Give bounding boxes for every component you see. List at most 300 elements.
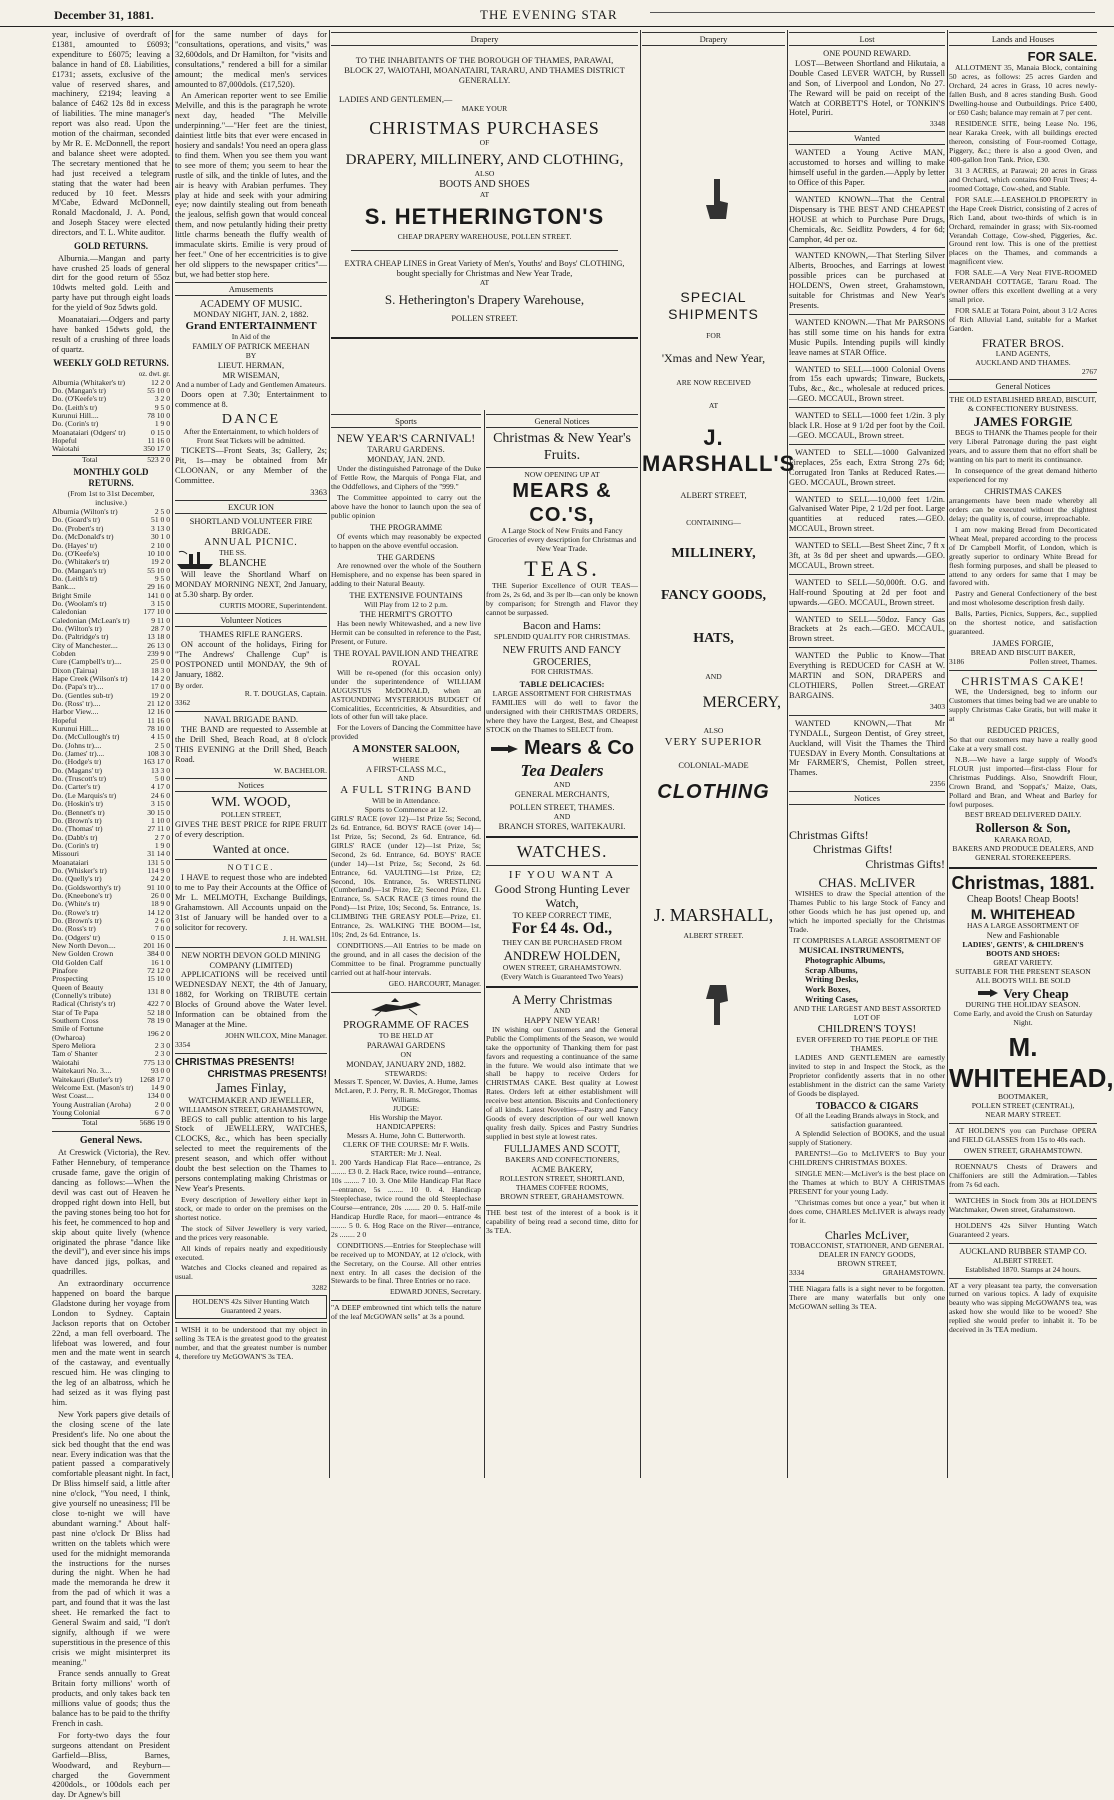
ad-text: Are renowned over the whole of the Southern Hemisphere, and no expense has been spared in adding to their Natural Beauty.	[331, 561, 481, 589]
claim-yield: 14 9 0	[151, 1082, 170, 1092]
claim-yield: 3 15 0	[151, 799, 170, 809]
wanted-ad: WANTED to SELL—Best Sheet Zinc, 7 ft x 3ft, at 3s 8d per sheet and upwards.—GEO. MCCAUL, Brown street.	[789, 541, 945, 570]
ad-text: Of all the Leading Brands always in Stock, and satisfaction guaranteed.	[795, 1111, 939, 1130]
ad-text: FOR CHRISTMAS.	[530, 667, 594, 677]
claim-name: Do. (Brown's tr)	[52, 815, 102, 825]
gold-returns-text: Alburnia.—Mangan and party have crushed 25 loads of general dirt for the good return of 55oz 10dwts melted gold. Leith and party have put through eight loads for the yield of 9oz 5dwts gold.	[52, 253, 170, 313]
ad-headline: DRAPERY, MILLINERY, AND CLOTHING,	[345, 152, 624, 169]
claim-name: Queen of Beauty (Connelly's tribute)	[52, 982, 111, 1001]
total-value: 523 2 0	[147, 454, 170, 464]
ad-text: Under the distinguished Patronage of the Duke of Fettle Row, the Marquis of Ponga Flat, and the Oddfellows, and Ciphers of the "999."	[331, 463, 481, 491]
claim-name: Alburnia (Wilton's tr)	[52, 507, 118, 517]
ad-headline: NEW YEAR'S CARNIVAL!	[336, 431, 476, 446]
ad-headline: CHRISTMAS PRESENTS!	[175, 1056, 295, 1068]
ad-headline: A Merry Christmas	[511, 991, 613, 1007]
ad-number: 3282	[311, 1283, 327, 1293]
lands-heading: Lands and Houses	[949, 32, 1097, 46]
claim-name: Do. (Leith's tr)	[52, 573, 98, 583]
claim-name: Cure (Campbell's tr)....	[52, 657, 122, 667]
ad-headline: FRATER BROS.	[981, 335, 1065, 350]
claim-name: Waiotahi	[52, 444, 80, 454]
ad-text: BEGS to THANK the Thames people for their very Liberal Patronage during the past eight years, and to assure them that no effort shall be wanting on his part to merit its continuance.	[949, 428, 1097, 465]
ad-signature: JAMES FORGIE,	[992, 639, 1054, 649]
ad-headline: FOR SALE.	[1027, 49, 1097, 65]
ad-text: BROWN STREET,	[837, 1258, 897, 1268]
claim-yield: 1 10 0	[151, 815, 170, 825]
ad-text: Pollen street, Thames.	[1029, 657, 1097, 667]
ad-headline: CHAS. McLIVER	[818, 874, 916, 890]
claim-yield: 10 10 0	[147, 548, 170, 558]
ad-text: TO KEEP CORRECT TIME,	[512, 910, 612, 920]
ad-text: BOOTMAKER,	[998, 1092, 1048, 1102]
claim-name: Do. (Leith's tr)	[52, 402, 98, 412]
column-2	[175, 30, 327, 1480]
column-rule	[172, 30, 173, 1478]
ad-text: A Splendid Selection of BOOKS, and the usual supply of Stationery.	[789, 1129, 945, 1148]
claim-yield: 3 2 0	[154, 394, 170, 404]
claim-name: Do. (Whitaker's tr)	[52, 557, 110, 567]
news-item: For forty-two days the four surgeons attendant on President Garfield—Bliss, Barnes, Woodward, and Reyburn—charged the Government 4200dols., or 100dols each per day. Dr Agnew's bill	[52, 1730, 170, 1800]
ad-text: Watches and Clocks cleaned and repaired as usual.	[175, 1263, 327, 1282]
ad-headline: TEAS.	[524, 556, 600, 582]
claim-name: Do. (Gentles sub-tr)	[52, 690, 113, 700]
claim-name: Young Australian (Aroha)	[52, 1099, 131, 1109]
ad-subhead: THE HERMIT'S GROTTO	[359, 610, 453, 620]
ad-text: Come Early, and avoid the Crush on Saturday Night.	[953, 1009, 1093, 1028]
claim-yield: 5 0 0	[154, 774, 170, 784]
ad-headline: CHRISTMAS CAKE!	[961, 673, 1085, 688]
claim-name: Hopeful	[52, 715, 77, 725]
ad-number: 3363	[310, 487, 327, 497]
claim-yield: 4 17 0	[151, 782, 170, 792]
total-value: 5686 19 0	[139, 1118, 170, 1128]
land-listing: 31 3 ACRES, at Parawai; 20 acres in Grass and Orchard, which contains 600 Fruit Trees; 4-roomed Cottage, Cow-shed, and Stable.	[949, 165, 1097, 193]
weekly-total-row	[52, 455, 170, 464]
ad-text: And a number of Lady and Gentlemen Amateurs.	[175, 379, 327, 389]
gold-return-row	[52, 984, 170, 1001]
hetherington-name: S. HETHERINGTON'S	[364, 203, 605, 229]
ad-text: "Christmas comes but once a year," but when it does come, CHARLES McLIVER is always ready for it.	[789, 1198, 945, 1225]
whitehead-name: M. WHITEHEAD,	[949, 1031, 1114, 1093]
claim-name: Do. (James' tr)....	[52, 749, 105, 759]
ad-text: THE SS.	[219, 547, 247, 557]
claim-name: Smile of Fortune (Owharoa)	[52, 1024, 104, 1042]
ad-text: GENERAL MERCHANTS,	[514, 789, 610, 799]
masthead	[0, 0, 1114, 27]
ad-text: So that our customers may have a really good Cake at a very small cost.	[949, 734, 1097, 753]
claim-name: Missouri	[52, 849, 80, 859]
ad-headline: A MONSTER SALOON,	[352, 744, 460, 756]
ad-text: In consequence of the great demand hitherto experienced for my	[949, 466, 1097, 485]
claim-name: Pinafore	[52, 966, 78, 976]
ad-text: MAKE YOUR	[461, 103, 508, 113]
ad-text: CLERK OF THE COURSE: Mr F. Wells.	[342, 1140, 470, 1150]
claim-yield: 9 5 0	[154, 573, 170, 583]
ad-text: PARENTS!—Go to McLIVER'S to Buy your CHILDREN'S CHRISTMAS BOXES.	[789, 1149, 945, 1168]
units-label: oz. dwt. gr.	[138, 370, 170, 379]
wanted-ad: WANTED KNOWN—That the Central Dispensary is THE BEST AND CHEAPEST HOUSE at which to Purchase Pure Drugs, Chemicals, &c. Seidlitz Powders, 4 for 6d; Camphor, 4d per oz.	[789, 194, 945, 244]
ad-text: (Every Watch is Guaranteed Two Years)	[501, 971, 623, 981]
claim-yield: 422 7 0	[147, 999, 170, 1009]
claim-yield: 3 15 0	[151, 598, 170, 608]
ad-text: AND	[553, 812, 571, 822]
ad-text: LADIES', GENTS', & CHILDREN'S BOOTS AND SHOES:	[962, 940, 1084, 958]
land-listing: FOR SALE.—A Very Neat FIVE-ROOMED VERANDAH COTTAGE, Tararu Road. The owner offers this excellent dwelling at a very small price.	[949, 268, 1097, 305]
ad-text: POLLEN STREET, THAMES.	[509, 803, 615, 813]
ad-item: Writing Desks,	[805, 975, 859, 985]
ad-headline: WATCHES.	[516, 842, 608, 862]
claim-name: Kurunui Hill....	[52, 724, 99, 734]
ad-headline: Charles McLiver,	[824, 1227, 910, 1242]
claim-name: Bright Smile	[52, 590, 92, 600]
ad-headline: Bacon and Hams:	[522, 619, 602, 632]
claim-name: Do. (Truscott's tr)	[52, 774, 107, 784]
claim-yield: 775 13 0	[143, 1057, 170, 1067]
claim-yield: 2 7 0	[154, 832, 170, 842]
ad-headline: Cheap Boots! Cheap Boots!	[967, 893, 1079, 905]
gold-return-row	[52, 1025, 170, 1042]
claim-yield: 163 17 0	[143, 757, 170, 767]
claim-name: Radical (Christy's tr)	[52, 999, 116, 1009]
claim-name: New North Devon....	[52, 941, 116, 950]
ad-text: EXTRA CHEAP LINES in Great Variety of Men's, Youths' and Boys' CLOTHING, bought specially for Christmas and New Year Trade,	[344, 259, 625, 279]
wanted-ad: WANTED KNOWN.—That Mr PARSONS has still some time on his hands for extra Music Pupils. Intending pupils will kindly leave names at STAR Office.	[789, 317, 945, 357]
ship-row	[175, 548, 327, 570]
ad-text: By order.	[175, 680, 204, 690]
claim-yield: 11 16 0	[147, 435, 170, 445]
weekly-returns-heading: WEEKLY GOLD RETURNS.	[53, 357, 169, 368]
claim-name: Cobden	[52, 648, 76, 658]
ad-headline: VERY SUPERIOR	[664, 736, 763, 749]
ad-text: MR WISEMAN,	[222, 371, 280, 381]
claim-name: Kurunui Hill....	[52, 410, 99, 420]
ad-text: PARAWAI GARDENS	[366, 1040, 446, 1050]
ad-text: For the Lovers of Dancing the Committee have provided	[331, 723, 481, 742]
newspaper-title: THE EVENING STAR	[480, 7, 618, 22]
ad-text: APPLICATIONS will be received until WEDNESDAY NEXT, the 4th of January, 1882, for Working on TRIBUTE certain Blocks of Ground above the Water level. Information can be obtained from the Manager at the Mine.	[175, 970, 327, 1029]
land-listing: FOR SALE.—LEASEHOLD PROPERTY in the Hape Creek District, consisting of 2 acres of Rich Land, about two-thirds of which is in Orchard, remainder in grass; with Six-roomed Verandah Cottage, Cow-shed, Piggeries, &c. Ground rent low. This is one of the prettiest places on the Thames, and commands a magnificent view.	[949, 194, 1097, 267]
ad-text: COLONIAL-MADE	[678, 761, 749, 771]
claim-yield: 108 3 0	[147, 749, 170, 759]
ad-text: AND	[397, 774, 415, 783]
claim-yield: 25 0 0	[151, 657, 170, 667]
claim-name: Do. (Hodge's tr)	[52, 757, 102, 767]
claim-yield: 13 18 0	[147, 632, 170, 642]
ad-text: AT	[708, 401, 719, 411]
ad-subhead: THE PROGRAMME	[369, 522, 443, 532]
claim-name: Moanataiari (Odgers' tr)	[52, 427, 126, 437]
claim-yield: 26 13 0	[147, 640, 170, 650]
ad-number: 3186	[949, 657, 965, 667]
claim-yield: 91 10 0	[147, 882, 170, 892]
wanted-ad: WANTED KNOWN,—That Mr TYNDALL, Surgeon Dentist, of Grey street, Auckland, will Visit the Thames the Third TUESDAY in Every Month. Consultations at Mr FARMER'S, Chemist, Pollen street, Thames.	[789, 718, 945, 778]
claim-name: Moanataiari	[52, 857, 89, 867]
claim-yield: 196 2 0	[147, 1028, 170, 1038]
ad-number: 3354	[175, 1039, 191, 1049]
claim-name: Do. (Thomas' tr)	[52, 824, 103, 834]
claim-name: Do. (White's tr)	[52, 899, 100, 909]
claim-yield: 9 5 0	[154, 402, 170, 412]
ad-headline: M. WHITEHEAD	[970, 905, 1076, 922]
claim-name: Hopeful	[52, 435, 77, 445]
ad-text: LARGE ASSORTMENT FOR CHRISTMAS	[492, 689, 632, 699]
ad-text: DURING THE HOLIDAY SEASON.	[965, 1000, 1081, 1010]
ad-text: LADIES AND GENTLEMEN,—	[339, 95, 453, 105]
ad-item: Writing Cases,	[805, 995, 858, 1005]
claim-yield: 141 0 0	[147, 590, 170, 600]
claim-name: Do. (Mangan's tr)	[52, 385, 106, 395]
ad-text: ALSO	[474, 168, 495, 178]
land-listing: FOR SALE at Totara Point, about 3 1/2 Acres of Rich Alluvial Land, suitable for a Market Garden.	[949, 306, 1097, 334]
ad-text: TO BE HELD AT	[378, 1030, 434, 1040]
ad-text: AT HOLDEN'S you can Purchase OPERA and FIELD GLASSES from 15s to 40s each.	[949, 1126, 1097, 1145]
tea-paragraph: THE best test of the interest of a book is it capability of being read a second time, ditto for 3s TEA.	[486, 1207, 638, 1235]
ad-headline: DANCE	[221, 411, 281, 427]
land-listing: RESIDENCE SITE, being Lease No. 196, near Karaka Creek, with all buildings erected thereon, consisting of Four-roomed Cottage, Piggery, &c.; there is also a good Oven, and 400-gallon Iron Tank. Price, £30.	[949, 119, 1097, 164]
claim-name: Do. (Corin's tr)	[52, 419, 99, 429]
mears-co-logo: Mears & Co	[523, 736, 635, 759]
claim-name: Do. (Probert's tr)	[52, 523, 104, 533]
ad-subhead: STEWARDS:	[384, 1068, 428, 1078]
claim-name: Do. (Rowe's tr)	[52, 907, 99, 917]
ad-headline: NEW FRUITS AND FANCY GROCERIES,	[502, 644, 622, 668]
ad-text: Pastry and General Confectionery of the best and most wholesome description fresh daily.	[949, 589, 1097, 608]
claim-name: Do. (Mangan's tr)	[52, 565, 106, 575]
monthly-returns-table	[52, 508, 170, 1117]
ad-text: HAPPY NEW YEAR!	[524, 1015, 600, 1025]
ad-text: Established 1870. Stamps at 24 hours.	[965, 1264, 1081, 1274]
ad-text: I HAVE to request those who are indebted to me to Pay their Accounts at the Office of Mr L. MELMOTH, Exchange Buildings, Grahamstown. All Accounts unpaid on the 31st of January will be handed over to a solicitor for recovery.	[175, 873, 327, 932]
wanted-ad: WANTED to SELL—1000 Galvanized Fireplaces, 25s each, Extra Strong 27s 6d; Corrugated Iron Tanks at Reduced Rates.—GEO. MCCAUL, Brown street.	[789, 447, 945, 487]
notices-heading: Notices	[789, 791, 945, 805]
ad-text: FAMILY OF PATRICK MEEHAN	[192, 342, 310, 352]
claim-name: Do. (Bennett's tr)	[52, 807, 105, 817]
drapery-heading: Drapery	[642, 32, 785, 46]
general-notices-column	[486, 412, 638, 1480]
ad-text: In Aid of the	[231, 332, 271, 342]
claim-name: Do. (Carter's tr)	[52, 782, 100, 792]
claim-yield: 29 16 0	[147, 582, 170, 592]
ad-text: FAMILIES will do well to favor the undersigned with their CHRISTMAS ORDERS, where they have the Largest, Best, and Cheapest STOCK on the Thames to SELECT from.	[486, 698, 638, 734]
claim-yield: 134 0 0	[147, 1091, 170, 1101]
gold-returns-text: Moanataiari.—Odgers and party have banked 15dwts gold, the result of a crushing of three loads of quartz.	[52, 315, 170, 354]
ad-text: POLLEN STREET,	[220, 810, 282, 820]
very-cheap-row	[949, 986, 1097, 1001]
ad-text: WATCHMAKER AND JEWELLER,	[188, 1095, 314, 1105]
ad-headline: FANCY GOODS,	[661, 588, 766, 604]
wanted-ad: WANTED to SELL—1000 feet 1/2in. 3 ply black I.R. Hose at 9 1/2d per foot by the Coil.—GEO. MCCAUL, Brown street.	[789, 411, 945, 440]
ad-text: Messrs A. Hume, John C. Butterworth.	[346, 1131, 466, 1141]
ad-headline: IF YOU WANT A	[508, 869, 616, 882]
ad-subhead: THE EXTENSIVE FOUNTAINS	[349, 591, 463, 601]
ad-headline: ONE POUND REWARD.	[823, 49, 911, 59]
claim-name: Do. (Paltridge's tr)	[52, 632, 109, 642]
claim-name: Do. (Kneebone's tr)	[52, 890, 112, 900]
column-1	[52, 30, 170, 1800]
gold-return-row	[52, 445, 170, 453]
claim-yield: 114 9 0	[147, 865, 170, 875]
wanted-ad: WANTED to SELL—10,000 feet 1/2in. Galvanised Water Pipe, 2 1/2d per foot. Large quantities at reduced rates.—GEO. MCCAUL, Brown street.	[789, 494, 945, 534]
claim-yield: 30 1 0	[151, 532, 170, 542]
ad-text: Will be re-opened (for this occasion only) under the superintendence of WILLIAM AUGUSTUS McDONALD, when an ASTOUNDING MYSTERIOUS BUDGET Of Comicalities, Eccentricities, & Absurdities, and lots of other fun will take place.	[331, 667, 481, 722]
ad-subhead: THE ROYAL PAVILION AND THEATRE ROYAL	[333, 648, 479, 668]
ad-headline: 'Xmas and New Year,	[661, 351, 766, 365]
ad-headline: CLOTHING	[657, 781, 770, 804]
claim-name: Caledonian	[52, 607, 87, 617]
ad-text: N.B.—We have a large supply of Wood's FLOUR just imported—first-class Flour for Christmas Puddings. Also, Snowdrift Flour, Crown Brand, and 'Soppat's,' Maize, Oats, Pollard and Bran, and Wheat and Barley for fowl purposes.	[949, 754, 1097, 809]
ad-headline: Christmas & New Year's Fruits.	[493, 431, 631, 463]
ad-text: POLLEN STREET (CENTRAL),	[971, 1101, 1075, 1111]
ad-headline: MILLINERY,	[671, 545, 756, 561]
claim-name: Alburnia (Whitaker's tr)	[52, 377, 126, 387]
claim-name: Do. (Corin's tr)	[52, 840, 99, 850]
total-label: Total	[82, 1118, 98, 1128]
claim-yield: 2 3 0	[154, 1049, 170, 1059]
claim-name: Do. (Goldsworthy's tr)	[52, 882, 121, 892]
claim-yield: 55 10 0	[147, 565, 170, 575]
claim-yield: 239 9 0	[147, 648, 170, 658]
ad-text: BEST BREAD DELIVERED DAILY.	[964, 810, 1082, 820]
hetherington-ad	[331, 30, 638, 408]
general-notices-heading: General Notices	[949, 379, 1097, 393]
ad-text: NEAR MARY STREET.	[985, 1110, 1061, 1120]
ad-text: THE Superior Excellence of OUR TEAS—from 2s, 2s 6d, and 3s per lb—can only be known by comparison; for Strength and Flavor they cannot be surpassed.	[486, 581, 638, 617]
claim-name: Waiotahi	[52, 1057, 80, 1067]
ad-text: TICKETS—Front Seats, 3s; Gallery, 2s; Pit, 1s—may be obtained from Mr CLOONAN, or any Member of the Committee.	[175, 446, 327, 485]
claim-yield: 14 2 0	[151, 674, 170, 683]
ad-text: Will Play from 12 to 2 p.m.	[364, 600, 448, 610]
masthead-rule	[650, 12, 1095, 13]
ad-text: Balls, Parties, Picnics, Suppers, &c., supplied on the shortest notice, and satisfaction guaranteed.	[949, 609, 1097, 637]
ad-text: NOW OPENING UP AT	[524, 470, 600, 480]
ad-text: BY	[245, 351, 257, 361]
ad-text: MONDAY, JAN. 2ND.	[367, 455, 445, 465]
claim-yield: 350 17 0	[143, 444, 170, 454]
claim-yield: 12 16 0	[147, 707, 170, 717]
ad-subhead: JUDGE:	[392, 1104, 420, 1114]
claim-yield: 14 12 0	[147, 907, 170, 917]
article-text: An American reporter went to see Emilie Melville, and this is the paragraph he wrote next day, headed "The Melville underpinning."—"Her feet are the tiniest, daintiest little bits that ever were encased in hosiery and sandals! You need an opera glass to find them. When you see them you want to see more of them; you seem to hear the rustle of silk, and the tinkle of lutes, and the air is heavy with Arabian perfumes. They play at hide and seek with your admiring eye; now daintily stealing out from beneath the jealous, selfish gown that would conceal them, and now petulantly hiding their pretty little charms beneath the fluffy wealth of immaculate skirts. Emilie is very proud of her feet." One of her eccentricities is to give her old slippers to the newspaper critics"—but, we had better stop here.	[175, 91, 327, 279]
claim-name: West Coast....	[52, 1091, 94, 1101]
claim-name: Do. (O'Keefe's tr)	[52, 394, 106, 404]
mine-report-text: year, inclusive of overdraft of £1381, amounted to £6093; expenditure to £6075; leaving a balance in hand of £8. Liabilities, £1731; assets, exclusive of the value of reserved shares, and machinery, £2194; leaving a balance of £462 12s 8d in excess of liabilities. The mine manager's report was also read. Upon the motion of the chairman, seconded by Mr R. E. McDonnell, the report and balance sheet were adopted. The secretary mentioned that he had just received a telegram stating that the water had been reduced by 10 feet. Messrs M'Cabe, Edward McDonnell, Ronald Macdonald, J. A. Pond, and Joseph Stacey were elected directors, and T. L. White auditor.	[52, 30, 170, 238]
ad-text: BAKERS AND PRODUCE DEALERS, AND GENERAL STOREKEEPERS.	[952, 843, 1094, 862]
ad-text: LOST—Between Shortland and Hikutaia, a Double Cased LEVER WATCH, by Russell and Son, of Liverpool and London, No 27. The Reward will be paid on receipt of the Watch at CORBETT'S Hotel, or TONKIN'S Hotel, Puriri.	[789, 58, 945, 118]
marshall-name: J. MARSHALL'S	[642, 425, 796, 477]
claim-yield: 1 9 0	[154, 840, 170, 850]
ad-headline: ANNUAL PICNIC.	[204, 536, 298, 548]
claim-yield: 19 2 0	[151, 690, 170, 700]
pointing-hand-icon	[704, 981, 730, 1025]
ad-text: GRAHAMSTOWN.	[882, 1267, 945, 1277]
news-item: At Creswick (Victoria), the Rev. Father Hennebury, of temperance crusade fame, gave the origin of dancing as follows:—When the devil was cast out of Heaven he dropped right down into Hell, but the paving stones being too hot for his feet, he commenced to hop and skip about quite lively (whence originated the phrase "dance like the devil"), and ever since his imps have danced jigs, polkas, and quadrilles.	[52, 1148, 170, 1277]
claim-yield: 30 15 0	[147, 807, 170, 817]
ad-title: NAVAL BRIGADE BAND.	[203, 715, 299, 725]
ad-text: Messrs T. Spencer, W. Davies, A. Hume, James McLaren, P. J. Perry, R. R. McGregor, Thomas Williams.	[334, 1077, 478, 1105]
ad-subhead: REDUCED PRICES,	[986, 725, 1060, 735]
ad-headline: TABLE DELICACIES:	[519, 680, 605, 690]
wanted-ad: WANTED to SELL—1000 Colonial Ovens from 15s each upwards; Tinware, Buckets, Tubs, &c., &c., wholesale at reduced prices.—GEO. MCCAUL, Brown street.	[789, 364, 945, 404]
claim-yield: 18 9 0	[151, 899, 170, 909]
ad-text: KARAKA ROAD,	[994, 834, 1052, 844]
claim-yield: 177 10 0	[143, 607, 170, 617]
ad-text: LADIES AND GENTLEMEN are earnestly invited to step in and Inspect the Stock, as the Proprietor confidently asserts that in no other establishment in the district can the same Variety of Goods be displayed.	[789, 1052, 945, 1098]
claim-yield: 21 12 0	[147, 699, 170, 709]
claim-yield: 93 0 0	[151, 1066, 170, 1076]
ad-text: ALSO	[703, 726, 724, 736]
ad-text: OWEN STREET, GRAHAMSTOWN.	[502, 962, 622, 972]
claim-name: Do. (McDonald's tr)	[52, 532, 114, 542]
ad-text: THEY CAN BE PURCHASED FROM	[502, 938, 622, 948]
ad-subhead: HANDICAPPERS:	[376, 1122, 436, 1132]
ad-text: I am now making Bread from Decorticated Wheat Meal, prepared according to the process of Dr Campbell Morfit, of London, which is greatly superior to ordinary White Bread for flesh forming purposes, and shall be pleased to attend to any orders for same that I may be favored with.	[949, 524, 1097, 588]
ad-item: Work Boxes,	[805, 985, 851, 995]
claim-name: Do. (Whisker's tr)	[52, 865, 107, 875]
claim-yield: 2 0 0	[154, 1099, 170, 1109]
ad-headline: FULLJAMES AND SCOTT,	[503, 1144, 621, 1156]
ad-text: HOLDEN'S 42s Silver Hunting Watch Guaranteed 2 years.	[949, 1220, 1097, 1239]
pointing-hand-icon	[490, 742, 520, 756]
claim-yield: 26 0 0	[151, 890, 170, 900]
claim-name: Do. (Johns tr)....	[52, 740, 102, 750]
claim-name: Harbor View....	[52, 707, 99, 717]
ad-signature: J. H. WALSH.	[283, 933, 327, 943]
column-rule	[947, 30, 948, 1478]
claim-name: Do. (Woolam's tr)	[52, 598, 107, 608]
ad-text: ACME BAKERY,	[531, 1164, 593, 1174]
racehorse-icon	[331, 996, 481, 1016]
ad-text: WILLIAMSON STREET, GRAHAMSTOWN,	[178, 1104, 324, 1114]
ad-text: SINGLE MEN:—McLiver's is the best place on the Thames at which to BUY A CHRISTMAS PRESENT for your young Lady.	[789, 1169, 945, 1197]
claim-name: Do. (Wilton's tr)	[52, 623, 102, 633]
claim-name: Do. (Quelly's tr)	[52, 874, 102, 884]
race-list: 1. 200 Yards Handicap Flat Race—entrance, 2s ........ £3 0. 2. Hack Race, twice round—entrance, 10s ........ 7 10. 3. One Mile Handicap Flat Race—entrance, 5s ........ 10 0. 4. Handicap Steeplechase, twice round the old Steeplechase Course—entrance, 20s ........ 20 0. 5. Half-mile Handicap Hurdle Race, for maori—entrance 4s ........ 5 0. 6. Hog Race on the River—entrance, 2s ........ 2 0	[331, 1158, 481, 1239]
volunteer-heading: Volunteer Notices	[175, 613, 327, 627]
ad-headline: James Finlay,	[215, 1080, 287, 1096]
lost-heading: Lost	[789, 32, 945, 46]
ad-text: WATCHES in Stock from 30s at HOLDEN'S Watchmaker, Owen street, Grahamstown.	[949, 1195, 1097, 1214]
ad-headline: Rollerson & Son,	[975, 820, 1071, 836]
column-rule	[640, 30, 641, 1478]
ad-headline: Good Strong Hunting Lever Watch,	[494, 882, 630, 911]
ad-text: All kinds of repairs neatly and expeditiously executed.	[175, 1243, 327, 1262]
ad-headline: Christmas, 1881.	[951, 872, 1095, 893]
column-rule	[484, 410, 485, 1478]
column-5	[789, 30, 945, 1480]
ad-headline: Wanted at once.	[212, 842, 290, 857]
claim-name: Do. (Magans' tr)	[52, 765, 103, 775]
monthly-total-row	[52, 1118, 170, 1127]
ad-footer	[789, 1269, 945, 1278]
wanted-ad: WANTED the Public to Know—That Everything is REDUCED for CASH at W. MARTIN and SON, DRAPERS and CLOTHIERS, Pollen Street.—GREAT BARGAINS.	[789, 651, 945, 700]
ad-text: CONTAINING—	[686, 517, 741, 527]
monthly-subtitle: (From 1st to 31st December, inclusive.)	[67, 489, 155, 508]
claim-name: Young Colonial	[52, 1107, 100, 1117]
ad-headline: Christmas Gifts!	[865, 856, 945, 871]
ad-text: ON account of the holidays, Firing for "The Andrews' Challenge Cup" is POSTPONED until MONDAY, the 9th of January, 1882.	[175, 639, 327, 679]
ad-text: BREAD AND BISCUIT BAKER,	[970, 648, 1076, 658]
claim-yield: 201 16 0	[143, 941, 170, 950]
claim-yield: 17 0 0	[151, 682, 170, 692]
ad-subhead: CHRISTMAS CAKES	[984, 486, 1062, 496]
claim-name: Do. (Le Marquis's tr)	[52, 790, 117, 800]
ad-text: TO THE INHABITANTS OF THE BOROUGH OF THAMES, PARAWAI, BLOCK 27, WAIOTAHI, MOANATAIRI, TARARU, AND THAMES DISTRICT GENERALLY.	[344, 55, 625, 86]
ad-text: Has been newly Whitewashed, and a new live Hermit can be consulted in reference to the Past, Present, or Future.	[331, 619, 481, 646]
ad-headline: Christmas Gifts!	[813, 842, 893, 857]
ad-headline: S. Hetherington's Drapery Warehouse,	[384, 292, 585, 308]
ad-text: BROWN STREET, GRAHAMSTOWN.	[500, 1191, 624, 1201]
ad-text: AT	[479, 278, 490, 288]
